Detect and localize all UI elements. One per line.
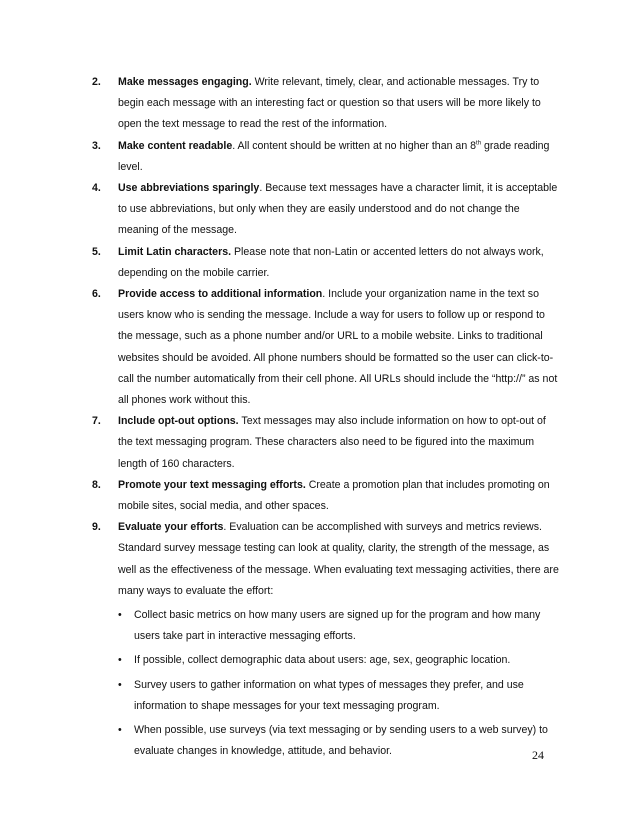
item-text: . Include your organization name in the text so users know who is sending the message. Include a way for users to follow up or respond to the message, such as a phone number and/or URL to a mobile website. Links to traditional websites should be avoided. All phone numbers should be formatted so the user can click-to-call the number automatically from their cell phone. All URLs should include the “http://” as not all phones work without this. (118, 288, 558, 407)
item-number: 5. (92, 245, 101, 258)
bullet-item: • When possible, use surveys (via text messaging or by sending users to a web survey) to evaluate changes in knowledge, attitude, and behavior. (118, 720, 562, 762)
document-body (92, 72, 562, 763)
list-item (92, 517, 562, 762)
item-heading: Limit Latin characters. (118, 245, 232, 258)
item-number: 3. (92, 139, 101, 152)
item-number: 4. (92, 182, 101, 195)
item-number: 2. (92, 76, 101, 88)
ordinal-superscript: th (476, 140, 482, 147)
page-number: 24 (532, 748, 544, 762)
list-item (92, 475, 562, 517)
list-item (92, 136, 562, 178)
list-item (92, 178, 562, 242)
item-heading: Include opt-out options. (118, 415, 239, 428)
item-text: Please note that non-Latin or accented letters do not always work, depending on the mobile carrier. (118, 245, 544, 279)
list-item (92, 242, 562, 284)
item-heading: Make messages engaging. (118, 76, 252, 88)
item-text: . Because text messages have a character limit, it is acceptable to use abbreviations, but only when they are easily understood and do not change the meaning of the message. (118, 182, 558, 237)
item-heading: Make content readable (118, 139, 233, 152)
item-number: 9. (92, 521, 101, 534)
bullet-item: • Collect basic metrics on how many users are signed up for the program and how many users take part in interactive messaging efforts. (118, 605, 562, 647)
item-heading: Use abbreviations sparingly (118, 182, 260, 195)
item-text: grade reading level. (118, 139, 550, 173)
item-number: 8. (92, 478, 101, 491)
item-number: 7. (92, 415, 101, 428)
item-text: Write relevant, timely, clear, and actionable messages. Try to begin each message with an interesting fact or question so that users will be more likely to open the text message to read the rest of the information. (118, 76, 541, 131)
list-item (92, 284, 562, 411)
item-text: Create a promotion plan that includes promoting on mobile sites, social media, and other spaces. (118, 478, 550, 513)
item-text: . Evaluation can be accomplished with surveys and metrics reviews. Standard survey message testing can look at quality, clarity, the strength of the message, as well as the effectiveness of the message. When evaluating text messaging activities, there are many ways to evaluate the effort: (118, 521, 559, 597)
bullet-item: • Survey users to gather information on what types of messages they prefer, and use information to shape messages for your text messaging program. (118, 675, 562, 717)
bullet-item: • If possible, collect demographic data about users: age, sex, geographic location. (118, 650, 562, 671)
item-text: Text messages may also include information on how to opt-out of the text messaging program. These characters also need to be figured into the maximum length of 160 characters. (118, 415, 546, 470)
item-heading: Provide access to additional information (118, 288, 323, 301)
item-heading: Evaluate your efforts (118, 521, 224, 534)
list-item (92, 411, 562, 475)
item-heading: Promote your text messaging efforts. (118, 478, 306, 491)
list-item (92, 72, 562, 136)
item-number: 6. (92, 288, 101, 301)
evaluation-bullet-list (118, 605, 562, 762)
item-text: . All content should be written at no higher than an 8 (232, 139, 477, 152)
